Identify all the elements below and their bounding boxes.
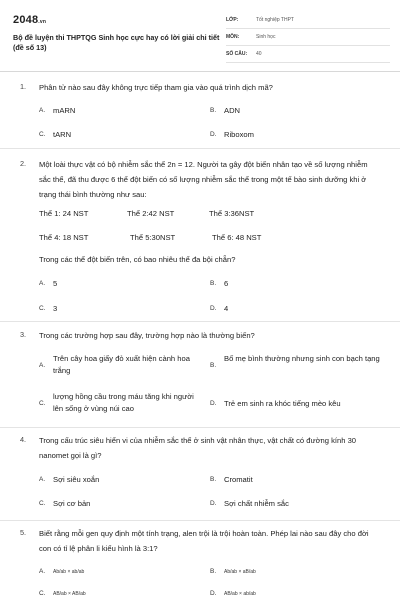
document-title: Bộ đề luyện thi THPTQG Sinh học cực hay có lời giải chi tiết (đề số 13) — [13, 33, 220, 52]
divider — [0, 520, 400, 521]
option-d[interactable] — [210, 588, 370, 600]
option-letter: C. — [39, 500, 46, 507]
option-letter: D. — [210, 131, 217, 138]
option-text: AB/ab × ab/ab — [224, 591, 256, 597]
mutant-form: Thể 5:30NST — [130, 233, 176, 242]
option-letter: C. — [39, 400, 46, 407]
option-text: Riboxom — [224, 130, 254, 139]
option-letter: A. — [39, 476, 46, 483]
meta-row-subject — [226, 29, 390, 46]
option-letter: C. — [39, 305, 46, 312]
option-letter: A. — [39, 568, 46, 575]
option-c[interactable] — [39, 391, 204, 419]
mutant-form: Thể 1: 24 NST — [39, 209, 89, 218]
divider — [0, 321, 400, 322]
meta-value: 40 — [256, 51, 262, 57]
option-d[interactable] — [210, 129, 370, 143]
option-text: AB/ab × AB/ab — [53, 591, 86, 597]
mutant-form: Thể 3:36NST — [209, 209, 255, 218]
meta-value: Tốt nghiệp THPT — [256, 17, 294, 23]
option-letter: D. — [210, 305, 217, 312]
option-c[interactable] — [39, 588, 189, 600]
meta-row-count — [226, 46, 390, 63]
option-text: lượng hồng cầu trong máu tăng khi người lên sống ở vùng núi cao — [53, 392, 194, 413]
option-d[interactable] — [210, 398, 380, 412]
question-text: Trong các trường hợp sau đây, trường hợp nào là thường biến? — [39, 331, 255, 340]
option-text: Ab/ab × ab/ab — [53, 569, 85, 575]
mutant-form: Thể 2:42 NST — [127, 209, 175, 218]
option-text: mARN — [53, 106, 76, 115]
question-number: 4. — [20, 435, 27, 444]
mutant-form: Thể 6: 48 NST — [212, 233, 262, 242]
option-text: Sợi cơ bản — [53, 499, 91, 508]
divider — [0, 427, 400, 428]
option-a[interactable] — [39, 278, 189, 292]
meta-table — [226, 12, 390, 63]
option-a[interactable] — [39, 474, 189, 488]
question-number: 1. — [20, 82, 27, 91]
question-number: 2. — [20, 159, 27, 168]
question-text: Phân tử nào sau đây không trực tiếp tham gia vào quá trình dịch mã? — [39, 83, 273, 92]
option-c[interactable] — [39, 303, 189, 317]
question-text: Biết rằng mỗi gen quy định một tính trạng, alen trội là trội hoàn toàn. Phép lai nào sau đây cho đời con có tỉ lệ phân li kiểu hình là 3:1? — [39, 529, 369, 553]
meta-row-class — [226, 12, 390, 29]
option-text: Bố mẹ bình thường nhưng sinh con bạch tạng — [224, 354, 380, 363]
option-letter: B. — [210, 568, 217, 575]
option-a[interactable] — [39, 566, 189, 580]
mutant-form: Thể 4: 18 NST — [39, 233, 89, 242]
option-text: Cromatit — [224, 475, 253, 484]
option-letter: B. — [210, 362, 217, 369]
meta-key: MÔN: — [226, 34, 240, 40]
option-letter: D. — [210, 590, 217, 597]
question-text: Trong cấu trúc siêu hiển vi của nhiễm sắc thể ở sinh vật nhân thực, vật chất có đường kính 30 nanomet gọi là gì? — [39, 436, 357, 460]
option-text: Trẻ em sinh ra khóc tiếng mèo kêu — [224, 399, 341, 408]
site-logo[interactable] — [13, 14, 46, 26]
option-letter: D. — [210, 400, 217, 407]
option-letter: A. — [39, 362, 46, 369]
option-text: 4 — [224, 304, 229, 313]
meta-value: Sinh học — [256, 34, 276, 40]
option-a[interactable] — [39, 353, 204, 381]
question-number: 5. — [20, 528, 27, 537]
option-letter: D. — [210, 500, 217, 507]
option-letter: A. — [39, 280, 46, 287]
option-text: Sợi chất nhiễm sắc — [224, 499, 289, 508]
question-number: 3. — [20, 330, 27, 339]
option-letter: B. — [210, 476, 217, 483]
option-letter: B. — [210, 280, 217, 287]
option-text: ADN — [224, 106, 241, 115]
option-text: 3 — [53, 304, 58, 313]
option-letter: C. — [39, 131, 46, 138]
question-subtext: Trong các thể đột biến trên, có bao nhiêu thể đa bội chẵn? — [39, 255, 236, 264]
meta-key: LỚP: — [226, 17, 239, 23]
option-text: 6 — [224, 279, 229, 288]
divider — [0, 148, 400, 149]
question-text: Một loài thực vật có bộ nhiễm sắc thể 2n = 12. Người ta gây đột biến nhân tạo về số lượng nhiễm sắc thể, đã thu được 6 thể đột biến có số lượng nhiễm sắc thể trong một tế bào sinh dưỡng khi ở trạng thái bình thường như sau: — [39, 160, 368, 199]
option-text: Sợi siêu xoắn — [53, 475, 100, 484]
option-b[interactable] — [210, 353, 380, 381]
option-b[interactable] — [210, 105, 370, 119]
option-text: 5 — [53, 279, 58, 288]
option-c[interactable] — [39, 498, 189, 512]
option-text: tARN — [53, 130, 72, 139]
logo-main: 2048 — [13, 14, 39, 26]
option-letter: B. — [210, 107, 217, 114]
option-b[interactable] — [210, 566, 370, 580]
option-letter: C. — [39, 590, 46, 597]
option-b[interactable] — [210, 474, 370, 488]
option-text: Ab/ab × aB/ab — [224, 569, 256, 575]
option-c[interactable] — [39, 129, 189, 143]
option-d[interactable] — [210, 303, 370, 317]
meta-key: SỐ CÂU: — [226, 51, 248, 57]
option-text: Trên cây hoa giấy đỏ xuất hiện cành hoa trắng — [53, 354, 190, 375]
option-b[interactable] — [210, 278, 370, 292]
document-header — [0, 0, 400, 72]
option-a[interactable] — [39, 105, 189, 119]
logo-suffix: .vn — [38, 19, 47, 25]
option-letter: A. — [39, 107, 46, 114]
option-d[interactable] — [210, 498, 370, 512]
